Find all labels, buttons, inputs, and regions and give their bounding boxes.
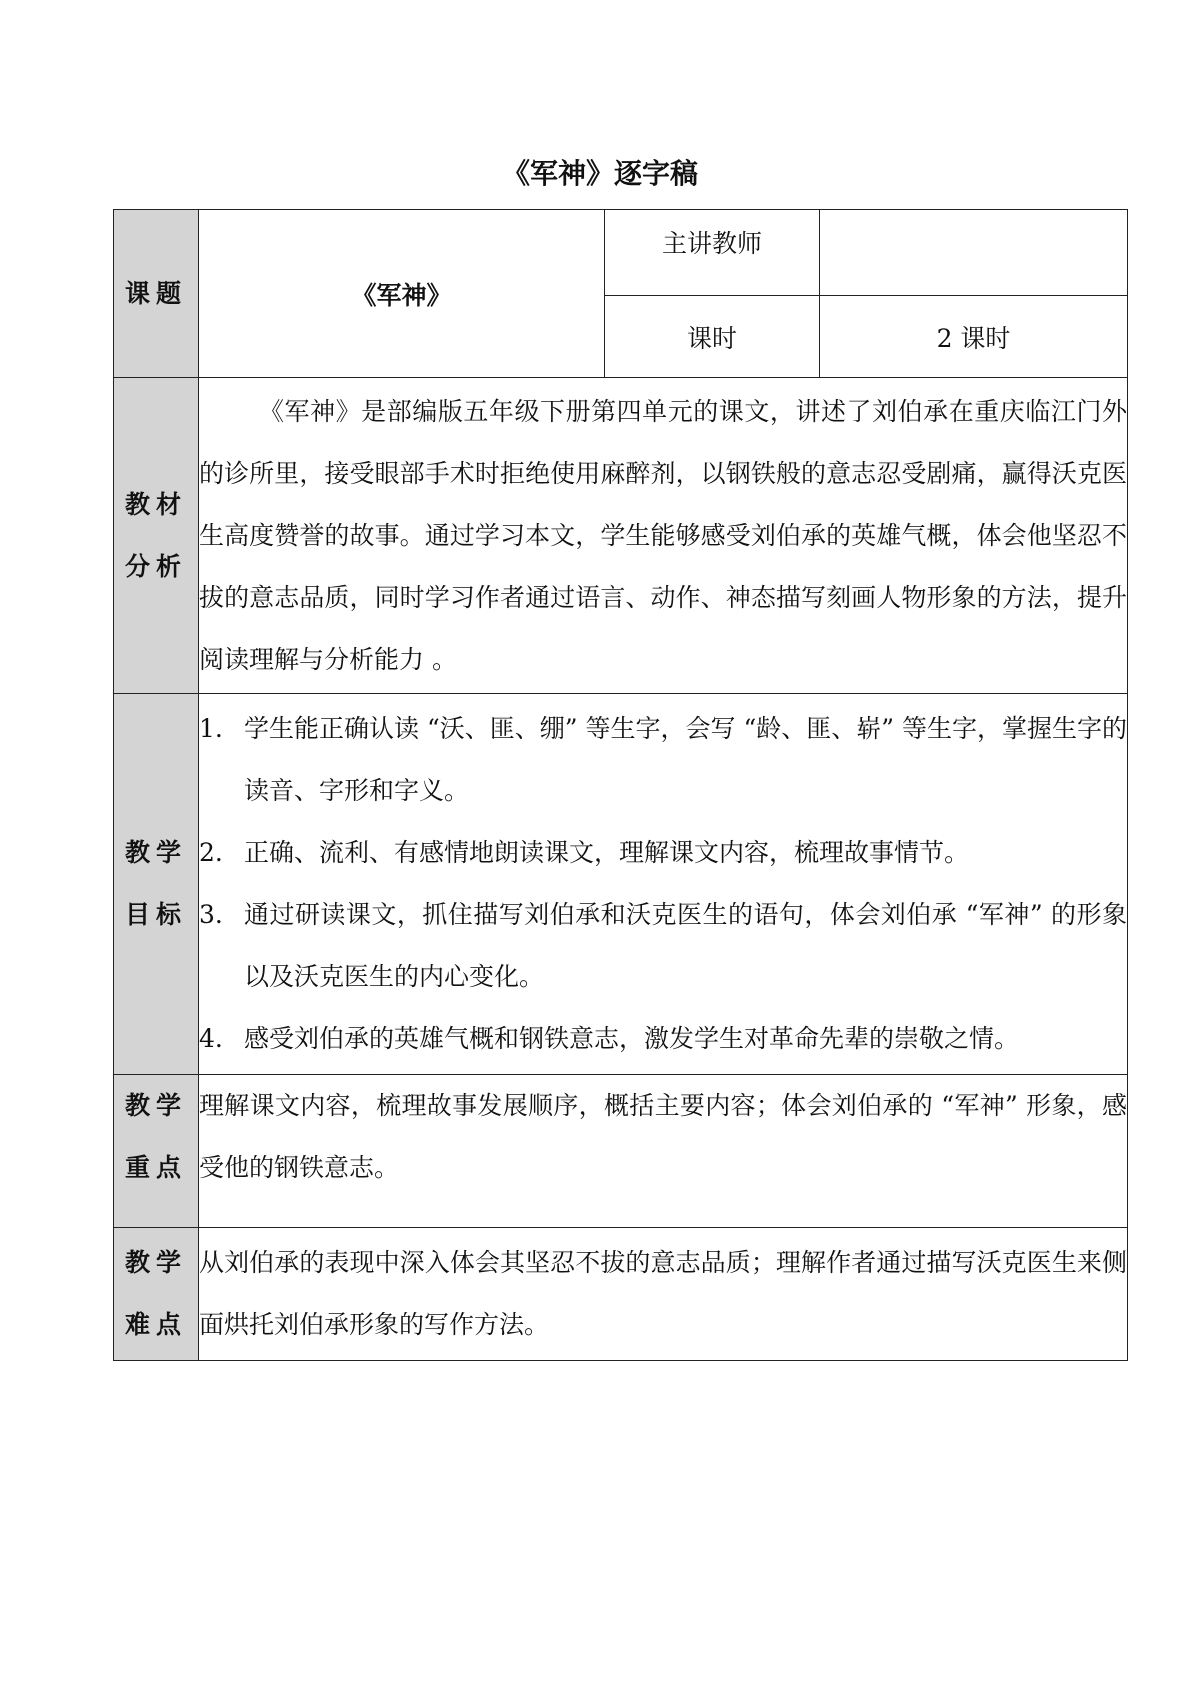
difficulties-label-line1: 教学 — [124, 1248, 187, 1277]
difficulties-label-cell — [114, 1228, 199, 1361]
goals-label-line2: 目标 — [124, 900, 187, 929]
analysis-label-cell — [114, 378, 199, 694]
lesson-plan-table — [113, 209, 1128, 1361]
teacher-label: 主讲教师 — [605, 210, 820, 296]
key-points-label-cell — [114, 1075, 199, 1228]
analysis-text: 《军神》是部编版五年级下册第四单元的课文，讲述了刘伯承在重庆临江门外的诊所里，接受眼部手术时拒绝使用麻醉剂，以钢铁般的意志忍受剧痛，赢得沃克医生高度赞誉的故事。通过学习本文，学生能够感受刘伯承的英雄气概，体会他坚忍不拔的意志品质，同时学习作者通过语言、动作、神态描写刻画人物形象的方法，提升阅读理解与分析能力 。 — [199, 378, 1128, 694]
goal-item: 3. 通过研读课文，抓住描写刘伯承和沃克医生的语句，体会刘伯承 “军神” 的形象以及沃克医生的内心变化。 — [199, 900, 1127, 991]
analysis-label-line2: 分析 — [124, 551, 187, 581]
goal-item: 2. 正确、流利、有感情地朗读课文，理解课文内容，梳理故事情节。 — [199, 838, 970, 867]
key-points-label-line2: 重点 — [124, 1153, 187, 1182]
goals-label-line1: 教学 — [124, 838, 187, 867]
topic-label-cell — [114, 210, 199, 378]
goal-item: 4. 感受刘伯承的英雄气概和钢铁意志，激发学生对革命先辈的崇敬之情。 — [199, 1024, 1020, 1053]
difficulties-label-line2: 难点 — [124, 1310, 187, 1339]
goals-label-cell — [114, 694, 199, 1075]
period-label: 课时 — [605, 296, 820, 378]
goals-list — [199, 698, 1127, 1070]
goal-item: 1. 学生能正确认读 “沃、匪、绷” 等生字，会写 “龄、匪、崭” 等生字，掌握生字的读音、字形和字义。 — [199, 714, 1127, 805]
goals-cell — [199, 694, 1128, 1075]
teacher-value — [820, 210, 1128, 296]
analysis-label-line1: 教材 — [124, 489, 187, 519]
key-points-text: 理解课文内容，梳理故事发展顺序，概括主要内容；体会刘伯承的 “军神” 形象，感受他的钢铁意志。 — [199, 1075, 1128, 1228]
document-title: 《军神》逐字稿 — [501, 157, 698, 190]
topic-value: 《军神》 — [199, 210, 605, 378]
difficulties-text: 从刘伯承的表现中深入体会其坚忍不拔的意志品质；理解作者通过描写沃克医生来侧面烘托刘伯承形象的写作方法。 — [199, 1228, 1128, 1361]
topic-label: 课题 — [124, 278, 187, 308]
key-points-label-line1: 教学 — [124, 1091, 187, 1120]
period-value: 2 课时 — [820, 296, 1128, 378]
